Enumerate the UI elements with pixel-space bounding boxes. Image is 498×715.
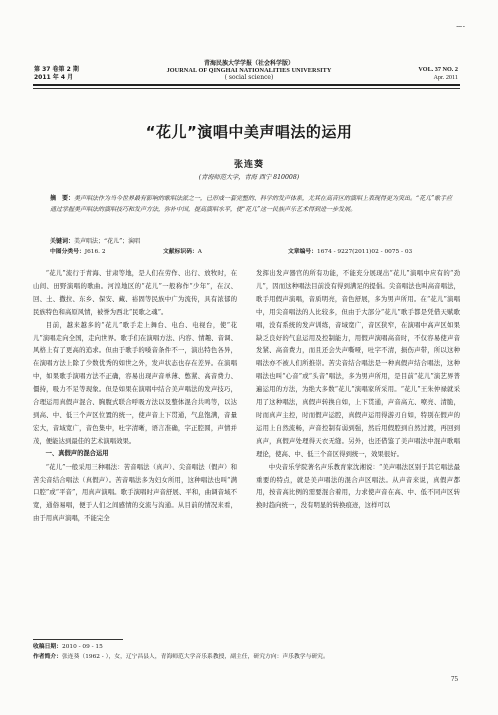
body-column-right xyxy=(256,267,460,512)
clc-label: 中图分类号： xyxy=(50,249,85,255)
abstract-text: 美声唱法作为当今世界最有影响的歌唱法派之一，已形成一套完整的、科学的发声体系，尤其在高音区的演唱上表现得更为突出。“花儿”歌手应通过掌握美声唱法的演唱技巧和发声方法，弥补中国，提高演唱水平，使“花儿”这一民族声乐艺术得到进一步发展。 xyxy=(50,195,453,213)
document-code-value: A xyxy=(197,249,202,255)
document-code-label: 文献标识码： xyxy=(163,249,198,255)
body-paragraph: “花儿”流行于青海、甘肃等地，是人们在劳作、出行、放牧时，在山间、田野演唱的歌曲。河湟地区的“花儿”一般称作“少年”，在汉、回、土、撒拉、东乡、保安、藏、裕固等民族中广为流传，具有浓郁的民族特色和高原风情，被誉为西北“民歌之魂”。 xyxy=(33,269,237,316)
section-heading: 一、真假声的混合运用 xyxy=(45,449,109,457)
date-en: Apr. 2011 xyxy=(433,74,458,81)
article-number-label: 文章编号： xyxy=(288,249,317,255)
footnotes xyxy=(33,642,329,662)
abstract-label: 摘 要： xyxy=(50,195,75,202)
journal-volume-en xyxy=(418,66,458,82)
journal-name-en: JOURNAL OF QINGHAI NATIONALITIES UNIVERSITY xyxy=(166,67,332,74)
keywords xyxy=(50,237,140,246)
article-number-value: 1674 - 9227(2011)02 - 0075 - 03 xyxy=(317,249,413,255)
body-paragraph: 中央音乐学院著名声乐教育家沈湘说：“美声唱法区别于其它唱法最重要的特点，就是美声唱法的混合声区唱法。从声音来说，真假声都用，按音高比例的需要混合着用，力求使声音在高、中、低不同声区转换时趋向统一，没有明显的转换痕迹，这样可以 xyxy=(256,462,460,510)
header-rule-thick xyxy=(33,84,460,86)
article-title: “花儿”演唱中美声唱法的运用 xyxy=(145,123,353,141)
author-affiliation: (青海师范大学，青海 西宁 810008) xyxy=(198,174,300,181)
body-paragraph: 发挥出发声器官的所有功能，不能充分展现出“花儿”演唱中应有的“劲儿”，因而这种唱法目前没有得到满足的提倡。尖音唱法也叫高音唱法，歌手用假声演唱，音质明亮，音色舒展，多为男声所用。在“花儿”演唱中，用尖音唱法的人比较多，但由于大部分“花儿”歌手都是凭借天赋歌唱，没有系统的发声训练，音域宽广，音区狭窄，在演唱中高声区如果缺乏良好的气息运用及控制能力，用假声演唱高音时，不仅容易使声音发紧、高音费力，而且还会失声嘶哑，吐字不清，损伤声带，所以这种唱法亦不被人们所推崇。苦尖音结合唱法是一种真假声结合唱法，这种唱法也叫“心音”或“头音”唱法，多为男声所用，是目前“花儿”演艺界普遍运用的方法，为绝大多数“花儿”演唱家所采用。“花儿”王朱仲禄就采用了这种唱法，真假声转换自如，上下贯通，声音高亢、嘹亮、清脆，时而真声主控，时而假声运腔，真假声运用得游刃自如，特别在假声的运用上自然流畅，声音控制有弱到强，然后用假腔到自然过渡，再回到真声，真假声处理得天衣无缝。另外，也还借鉴了美声唱法中混声歌唱理论，使高、中、低三个音区得到统一，效果很好。 xyxy=(256,269,460,458)
clc-number xyxy=(50,248,106,257)
header-rule-thin xyxy=(33,88,460,89)
keywords-label: 关键词： xyxy=(50,238,75,245)
volume-issue-en: VOL. 37 NO. 2 xyxy=(418,66,458,73)
date-cn: 2011 年 4 月 xyxy=(34,74,74,81)
volume-issue-cn: 第 37 卷第 2 期 xyxy=(34,66,79,73)
author-bio-label: 作者简介： xyxy=(33,654,62,660)
abstract xyxy=(50,194,455,215)
corner-mark: ······ ·· xyxy=(456,24,465,31)
body-paragraph: “花儿”一般采用三种唱法：苦音唱法（真声）、尖音唱法（假声）和苦尖音结合唱法（真假声）。苦音唱法多为妇女所用，这种唱法也叫“满口腔”或“平音”，用真声演唱。歌手演唱时声音舒展、平和，曲调音域不宽，通俗易唱，便于人们之间感情的交流与沟通。从目前的情况来看，由于用真声演唱，不能完全 xyxy=(33,462,237,523)
article-author: 张连葵 xyxy=(233,160,264,170)
keywords-text: 美声唱法；“花儿”；演唱 xyxy=(74,238,141,245)
page-number: 75 xyxy=(451,675,458,683)
journal-name-cn: 青海民族大学学报（社会科学版） xyxy=(203,60,294,67)
article-number xyxy=(288,248,412,257)
document-code xyxy=(163,248,202,257)
footnote-rule xyxy=(33,639,123,640)
received-label: 收稿日期： xyxy=(33,644,62,650)
received-value: 2010 - 09 - 15 xyxy=(62,644,103,650)
body-paragraph: 目前，越来越多的“花儿”歌手走上舞台、电台、电视台，使“花儿”演唱走向全国，走向世界。歌手们在演唱方法、内容、情趣、音调、风格上有了更高的追求。但由于歌手的嗓音条件不一，演出特色各异，在演唱方法上除了少数优秀的如世之外，发声状态也存在差异。在演唱中，如果歌手演唱方法不正确，容易出现声音单薄、憋紧、高音费力、僵持，吸力不足等现象。但是如果在演唱中结合美声唱法的发声技巧，合理运用真假声混合、胸腹式联合呼吸方法以及整体混合共鸣等，以达到高、中、低三个声区位置的统一，使声音上下贯通，气息饱满，音量宏大，音域宽广，音色集中，吐字清晰，语言准确，字正腔圆，声情并茂，便能达到最佳的艺术演唱效果。 xyxy=(33,320,237,445)
author-bio-text: 张连葵（1962 - ），女，辽宁昌县人，青海师范大学音乐系教授，副主任，研究方向：声乐教学与研究。 xyxy=(62,654,329,660)
clc-value: J616. 2 xyxy=(84,249,106,255)
received-date xyxy=(33,642,329,652)
journal-subtitle-en: ( social science) xyxy=(224,74,274,81)
author-bio xyxy=(33,652,329,662)
body-column-left xyxy=(33,267,237,525)
